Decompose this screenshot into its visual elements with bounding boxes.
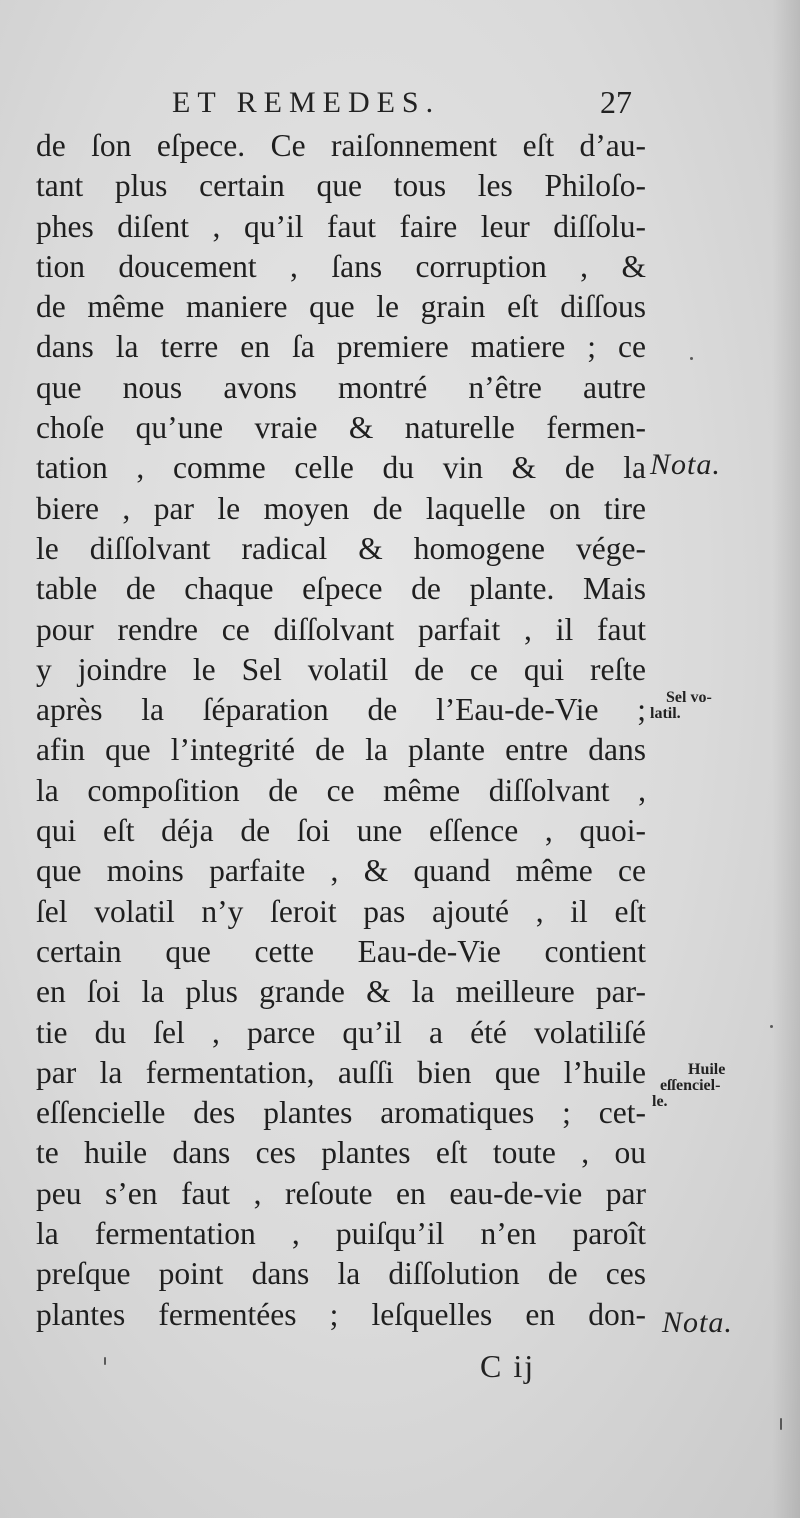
page-number: 27 bbox=[600, 84, 632, 120]
text-line: ſel volatil n’y ſeroit pas ajouté , il eſt bbox=[36, 893, 646, 929]
text-line: tation , comme celle du vin & de la bbox=[36, 450, 646, 486]
text-line: que nous avons montré n’être autre bbox=[36, 369, 646, 405]
paper-speck bbox=[780, 1418, 782, 1430]
margin-note-line: le. bbox=[652, 1093, 668, 1110]
running-head bbox=[172, 80, 632, 130]
text-line: tant plus certain que tous les Philoſo- bbox=[36, 168, 646, 204]
paper-speck bbox=[770, 1025, 773, 1028]
running-title: ET REMEDES. bbox=[172, 86, 441, 119]
paper-speck bbox=[104, 1357, 106, 1365]
paper-speck bbox=[690, 357, 693, 360]
text-line: peu s’en faut , reſoute en eau-de-vie par bbox=[36, 1175, 646, 1211]
text-line: plantes fermentées ; leſquelles en don- bbox=[36, 1296, 646, 1332]
text-line: te huile dans ces plantes eſt toute , ou bbox=[36, 1135, 646, 1171]
margin-note-line: eſſenciel- bbox=[660, 1077, 721, 1094]
margin-note-line: latil. bbox=[650, 705, 681, 722]
text-line: phes diſent , qu’il faut faire leur diſſolu- bbox=[36, 208, 646, 244]
text-line: qui eſt déja de ſoi une eſſence , quoi- bbox=[36, 813, 646, 849]
text-line: choſe qu’une vraie & naturelle fermen- bbox=[36, 410, 646, 446]
text-line: pour rendre ce diſſolvant parfait , il faut bbox=[36, 611, 646, 647]
text-line: de ſon eſpece. Ce raiſonnement eſt d’au- bbox=[36, 128, 646, 163]
body-text bbox=[36, 126, 646, 1335]
margin-note-huile-essencielle bbox=[652, 1062, 725, 1110]
text-line: par la fermentation, auſſi bien que l’huile bbox=[36, 1054, 646, 1090]
text-line: la compoſition de ce même diſſolvant , bbox=[36, 772, 646, 808]
text-line: dans la terre en ſa premiere matiere ; ce bbox=[36, 329, 646, 365]
margin-note-nota: Nota. bbox=[662, 1306, 733, 1339]
text-line: après la ſéparation de l’Eau-de-Vie ; bbox=[36, 692, 646, 728]
text-line: la fermentation , puiſqu’il n’en paroît bbox=[36, 1216, 646, 1252]
text-line: de même maniere que le grain eſt diſſous bbox=[36, 289, 646, 325]
text-line: certain que cette Eau-de-Vie contient bbox=[36, 933, 646, 969]
text-line: tion doucement , ſans corruption , & bbox=[36, 248, 646, 284]
text-line: le diſſolvant radical & homogene vége- bbox=[36, 530, 646, 566]
signature-mark: C ij bbox=[480, 1348, 536, 1384]
text-line: afin que l’integrité de la plante entre dans bbox=[36, 732, 646, 768]
text-line: y joindre le Sel volatil de ce qui reſte bbox=[36, 651, 646, 687]
margin-note-nota: Nota. bbox=[650, 448, 721, 481]
text-line: tie du ſel , parce qu’il a été volatiliſé bbox=[36, 1014, 646, 1050]
margin-note-sel-volatil bbox=[650, 690, 712, 722]
text-line: eſſencielle des plantes aromatiques ; cet- bbox=[36, 1095, 646, 1131]
text-line: que moins parfaite , & quand même ce bbox=[36, 853, 646, 889]
margin-note-line: Huile bbox=[688, 1061, 726, 1078]
text-line: en ſoi la plus grande & la meilleure par- bbox=[36, 974, 646, 1010]
margin-note-line: Sel vo- bbox=[666, 689, 712, 706]
text-line: biere , par le moyen de laquelle on tire bbox=[36, 490, 646, 526]
text-line: preſque point dans la diſſolution de ces bbox=[36, 1256, 646, 1292]
text-line: table de chaque eſpece de plante. Mais bbox=[36, 571, 646, 607]
